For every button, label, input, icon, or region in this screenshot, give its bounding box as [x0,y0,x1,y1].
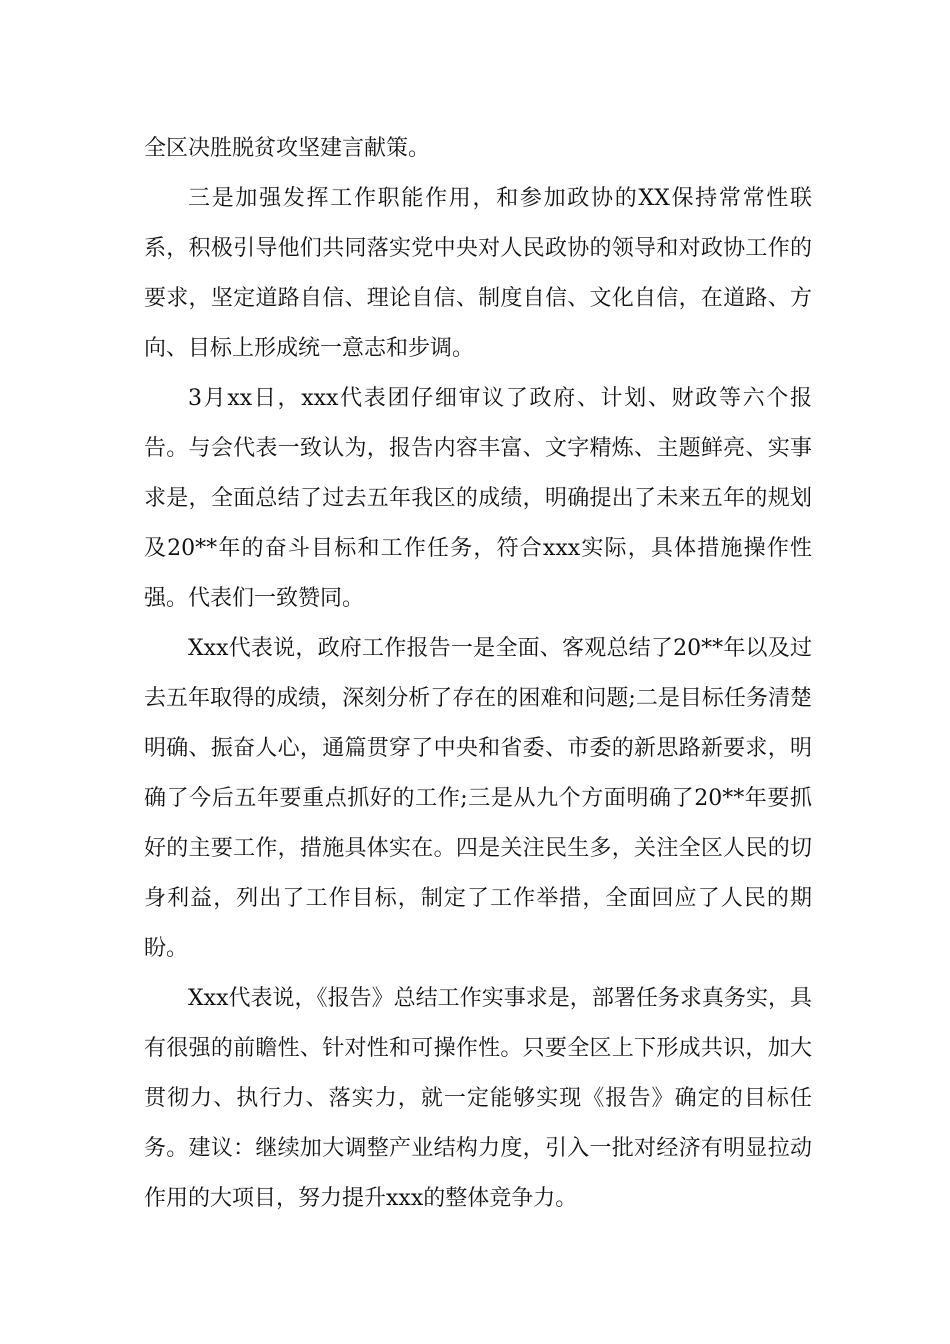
paragraph-4: Xxx代表说，政府工作报告一是全面、客观总结了20**年以及过去五年取得的成绩，深刻分析了存在的困难和问题;二是目标任务清楚明确、振奋人心，通篇贯穿了中央和省委、市委的新思路新要求，明确了今后五年要重点抓好的工作;三是从九个方面明确了20**年要抓好的主要工作，措施具体实在。四是关注民生多，关注全区人民的切身利益，列出了工作目标，制定了工作举措，全面回应了人民的期盼。 [144,636,812,961]
paragraph-3: 3月xx日，xxx代表团仔细审议了政府、计划、财政等六个报告。与会代表一致认为，报告内容丰富、文字精炼、主题鲜亮、实事求是，全面总结了过去五年我区的成绩，明确提出了未来五年的规划及20**年的奋斗目标和工作任务，符合xxx实际，具体措施操作性强。代表们一致赞同。 [144,386,812,611]
paragraph-2: 三是加强发挥工作职能作用，和参加政协的XX保持常常性联系，积极引导他们共同落实党中央对人民政协的领导和对政协工作的要求，坚定道路自信、理论自信、制度自信、文化自信，在道路、方向、目标上形成统一意志和步调。 [144,186,812,361]
paragraph-5: Xxx代表说，《报告》总结工作实事求是，部署任务求真务实，具有很强的前瞻性、针对性和可操作性。只要全区上下形成共识，加大贯彻力、执行力、落实力，就一定能够实现《报告》确定的目标任务。建议：继续加大调整产业结构力度，引入一批对经济有明显拉动作用的大项目，努力提升xxx的整体竞争力。 [144,986,812,1211]
paragraph-1: 全区决胜脱贫攻坚建言献策。 [144,136,431,161]
document-body [144,124,812,1224]
